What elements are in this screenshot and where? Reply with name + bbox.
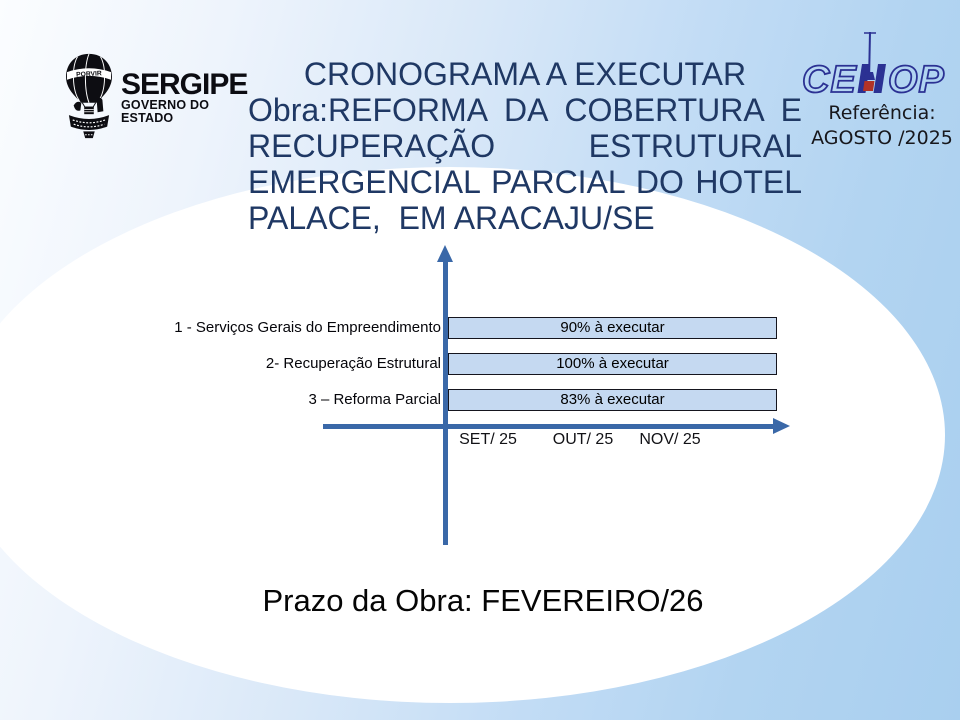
x-tick-nov25: NOV/ 25 xyxy=(639,431,701,448)
cehop-red-block xyxy=(863,81,875,91)
slide-title-block xyxy=(248,56,802,236)
sergipe-subtitle: GOVERNO DO ESTADO xyxy=(121,98,210,125)
x-axis-arrowhead xyxy=(773,418,790,434)
title-line-4: EMERGENCIAL PARCIAL DO HOTEL xyxy=(248,164,802,200)
balloon-envelope xyxy=(66,54,112,103)
bar-reforma-parcial: 83% à executar xyxy=(448,389,777,411)
balloon-basket xyxy=(84,107,94,115)
reference-label: Referência: xyxy=(828,102,936,124)
x-tick-out25: OUT/ 25 xyxy=(552,431,614,448)
bar-servicos-gerais: 90% à executar xyxy=(448,317,777,339)
title-line-5: PALACE, EM ARACAJU/SE xyxy=(248,200,655,236)
cehop-letters-ce: CE xyxy=(802,59,857,101)
sergipe-balloon-logo xyxy=(60,52,118,140)
title-line-1: CRONOGRAMA A EXECUTAR xyxy=(303,56,747,92)
cehop-letters-op: OP xyxy=(888,59,945,101)
bar-category-label-3: 3 – Reforma Parcial xyxy=(308,391,441,408)
figure-right xyxy=(97,98,104,112)
logo-ribbon xyxy=(69,115,109,130)
x-tick-set25: SET/ 25 xyxy=(459,431,517,448)
reference-block xyxy=(806,101,958,151)
cehop-h-bar-right xyxy=(874,64,887,93)
sergipe-name: SERGIPE xyxy=(121,68,248,101)
reference-date: AGOSTO /2025 xyxy=(811,127,953,149)
title-line-3: RECUPERAÇÃO ESTRUTURAL xyxy=(248,128,802,164)
x-axis xyxy=(323,424,775,429)
balloon-band-text: PORVIR xyxy=(76,70,102,79)
bar-category-label-2: 2- Recuperação Estrutural xyxy=(265,355,441,372)
title-line-2: Obra:REFORMA DA COBERTURA E xyxy=(248,92,802,128)
figure-left xyxy=(74,102,82,111)
prazo-da-obra-text: Prazo da Obra: FEVEREIRO/26 xyxy=(262,583,704,618)
cehop-logo xyxy=(800,30,950,102)
bar-recuperacao-estrutural: 100% à executar xyxy=(448,353,777,375)
sergipe-wordmark xyxy=(121,68,251,125)
bar-category-label-1: 1 - Serviços Gerais do Empreendimento xyxy=(174,319,441,336)
